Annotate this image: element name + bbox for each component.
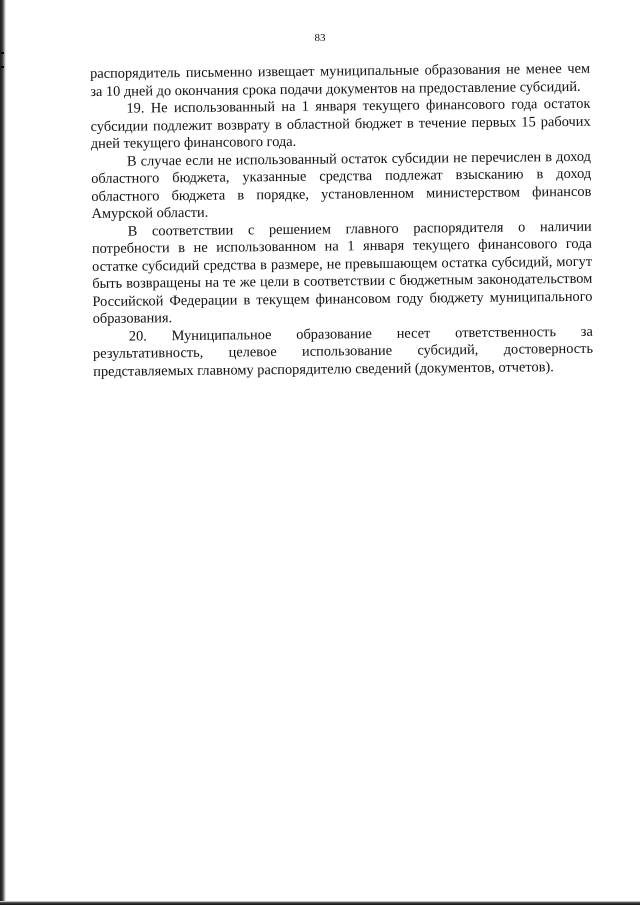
paragraph-item-20: 20. Муниципальное образование несет ответственность за результативность, целевое использование субсидий, достоверность представляемых главному распорядителю сведений (документов, отчетов).: [92, 323, 594, 380]
paragraph-return-funds: В соответствии с решением главного распорядителя о наличии потребности в не использованном на 1 января текущего финансового года остатке субсидий средства в размере, не превышающем остатка субсидий, могут быть возвращены на те же цели в соответствии с бюджетным законодательством Российской Федерации в текущем финансовом году бюджету муниципального образования.: [91, 218, 593, 327]
paragraph-unused-balance: В случае если не использованный остаток субсидии не перечислен в доход областного бюджета, указанные средства подлежат взысканию в доход областного бюджета в порядке, установленном министерством финансов Амурской области.: [91, 148, 592, 222]
scan-speck: [1, 52, 4, 54]
scan-edge-left: [0, 0, 6, 905]
paragraph-continuation: распорядитель письменно извещает муниципальные образования не менее чем за 10 дней до окончания срока подачи документов на предоставление субсидий.: [90, 60, 591, 100]
document-body: [90, 61, 593, 381]
paragraph-item-19: 19. Не использованный на 1 января текущего финансового года остаток субсидии подлежит возврату в областной бюджет в течение первых 15 рабочих дней текущего финансового года.: [90, 95, 591, 152]
scan-edge-bottom: [0, 901, 640, 905]
page-number: 83: [314, 32, 326, 44]
scan-speck: [1, 66, 4, 68]
